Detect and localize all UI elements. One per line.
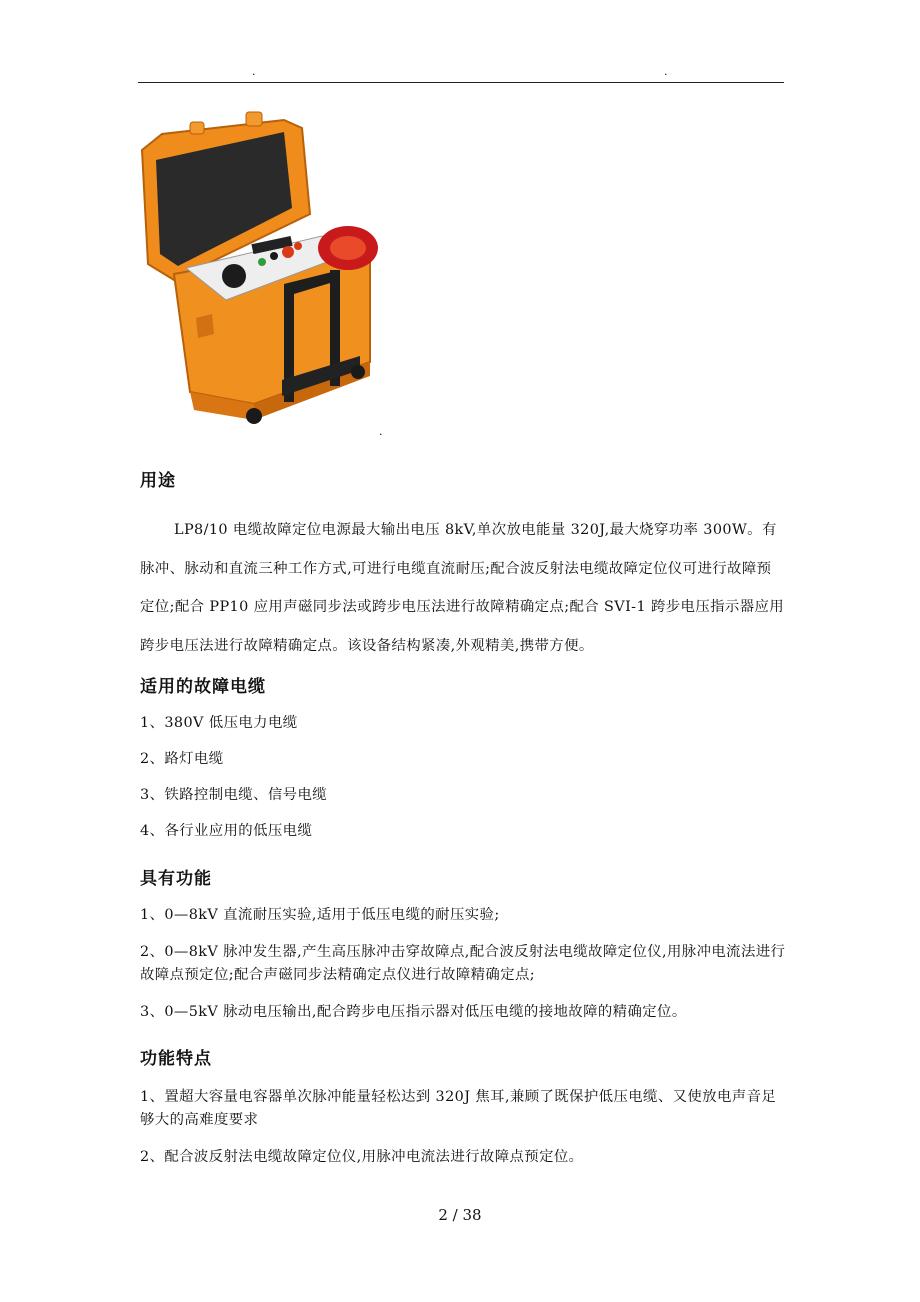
cables-item: 2、路灯电缆 [140,751,224,767]
usage-body: LP8/10 电缆故障定位电源最大输出电压 8kV,单次放电能量 320J,最大烧穿功率 300W。有脉冲、脉动和直流三种工作方式,可进行电缆直流耐压;配合波反射法电缆故障定位仪可进行故障预定位;配合 PP10 应用声磁同步法或跨步电压法进行故障精确定点;配合 SVI-1 跨步电压指示器应用跨步电压法进行故障精确定点。该设备结构紧凑,外观精美,携带方便。 [140,522,785,654]
photo-caption-mark: . [379,425,383,438]
page-number: 2 / 38 [438,1206,482,1224]
functions-item: 1、0—8kV 直流耐压实验,适用于低压电缆的耐压实验; [140,907,500,923]
cables-item: 1、380V 低压电力电缆 [140,715,298,731]
header-left-mark: . [252,65,256,78]
features-item: 2、配合波反射法电缆故障定位仪,用脉冲电流法进行故障点预定位。 [140,1149,584,1165]
product-photo [134,104,390,440]
cables-item: 3、铁路控制电缆、信号电缆 [140,787,328,803]
header-rule [138,82,784,83]
cables-item: 4、各行业应用的低压电缆 [140,823,313,839]
functions-item: 2、0—8kV 脉冲发生器,产生高压脉冲击穿故障点,配合波反射法电缆故障定位仪,用脉冲电流法进行故障点预定位;配合声磁同步法精确定点仪进行故障精确定点; [140,944,786,983]
functions-heading: 具有功能 [140,869,212,889]
functions-item: 3、0—5kV 脉动电压输出,配合跨步电压指示器对低压电缆的接地故障的精确定位。 [140,1004,687,1020]
usage-heading: 用途 [140,471,176,491]
cables-heading: 适用的故障电缆 [140,677,266,697]
features-heading: 功能特点 [140,1049,212,1069]
header-right-mark: . [664,65,668,78]
features-item: 1、置超大容量电容器单次脉冲能量轻松达到 320J 焦耳,兼顾了既保护低压电缆、又使放电声音足够大的高难度要求 [140,1089,777,1128]
